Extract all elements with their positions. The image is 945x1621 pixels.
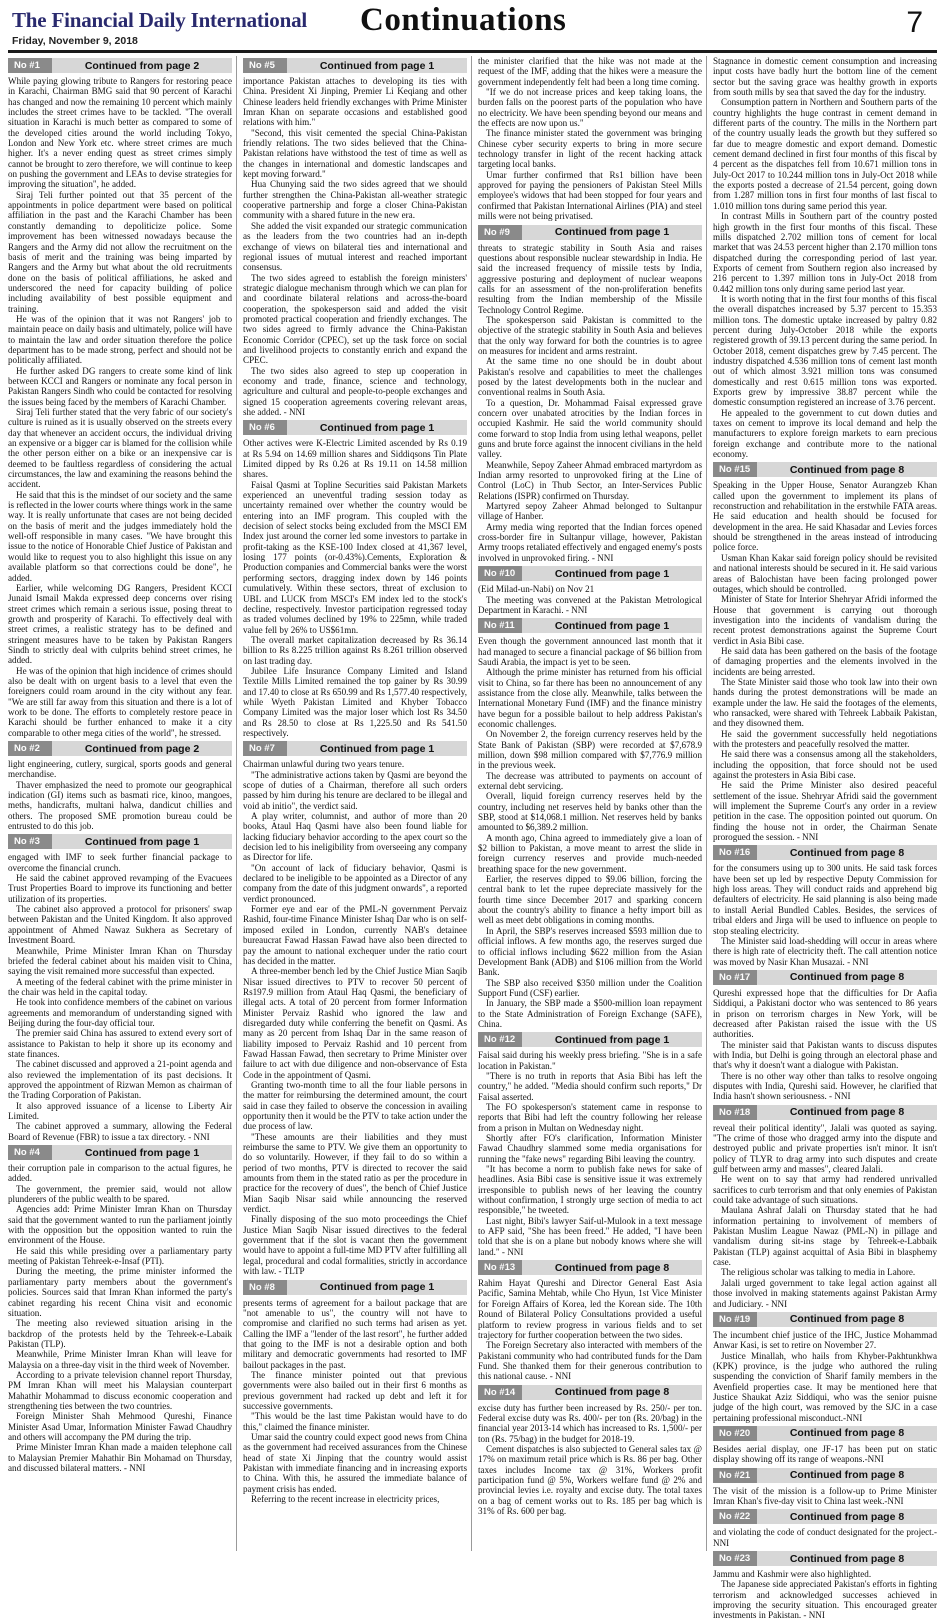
story-paragraph: Siraj Teli further stated that the very fabric of our society's culture is ruined as it is usually observed on the streets every day that whenever an accident occurs, the individual driving an expensive or a bigger car is blamed for the collision while the other person either on a bike or an inexpensive car is deemed to be faultless regardless of considering the actual circumstances, the law and examining the reasons behind the accident. [8, 407, 232, 490]
story-header [713, 1551, 937, 1566]
story-paragraph: The two sides also agreed to step up cooperation in economy and trade, finance, science and technology, agriculture and cultural and people-to-people exchanges and signed 15 cooperation agreements covering relevant areas, she added. - NNI [243, 365, 467, 417]
story-header [713, 970, 937, 985]
story-paragraph: excise duty has further been increased by Rs. 250/- per ton. Federal excise duty was Rs. 400/- per ton (Rs. 20/bag) in the financial year 2013-14 which has increased to Rs. 1,500/- per ton (Rs. 75/bag) in the budget for 2018-19. [478, 1402, 702, 1444]
story-paragraph: Finally disposing of the suo moto proceedings the Chief Justice Mian Saqib Nisar issued directives to the federal government that if the slot is vacant then the government would have to appoint a full-time MD PTV after fulfilling all legal, procedural and codal formalities, strictly in accordance with law. - TLTP [243, 1214, 467, 1277]
story-paragraph: Jubilee Life Insurance Company Limited and Island Textile Mills Limited remained the top gainer by Rs 30.99 and 17.40 to close at Rs 650.99 and Rs 1,577.40 respectively, while Wyeth Pakistan Limited and Khyber Tobacco Company Limited was the major loser which lost Rs 34.50 and Rs 28.50 to close at Rs 1,225.50 and Rs 541.50 respectively. [243, 665, 467, 738]
section-title: Continuations [360, 2, 567, 38]
continued-label: Continued from page 1 [319, 421, 435, 434]
story [478, 1385, 702, 1517]
story-paragraph: Earlier, the reserves dipped to $9.06 billion, forcing the central bank to let the rupee depreciate massively for the fourth time since December 2017 and sparking concern about the country's ability to finance a hefty import bill as well as meet debt obligations in coming months. [478, 874, 702, 926]
story-number: No #10 [478, 566, 522, 581]
story-paragraph: Chairman unlawful during two years tenure. [243, 759, 405, 770]
story [478, 225, 702, 564]
story-paragraph: "These amounts are their liabilities and they must reimburse the same to PTV. We give them an opportunity to do so voluntarily. However, if they fail to do so within a period of two months, PTV is directed to recover the said amounts from them in the stated ratio as per the procedure in practice for the recovery of dues", the bench of Chief Justice Mian Saqib Nisar said while announcing the reserved verdict. [243, 1131, 467, 1215]
story-paragraph: importance Pakistan attaches to developing its ties with China. President Xi Jinping, Premier Li Keqiang and other Chinese leaders held friendly exchanges with Prime Minister Imran Khan on separate occasions and established good relations with him." [243, 76, 467, 128]
story [243, 58, 467, 417]
story-paragraph: He said that this is the mindset of our society and the same is reflected in the lower courts where things work in the same way. It is really unfortunate that cases are not being decided on the basis of merit and the judges immediately hold the well-off responsible in many cases. "We have brought this issue to the notice of Honorable Chief Justice of Pakistan and would like to request you to also highlight this issue on any available platform so that corrections could be done", he added. [8, 489, 232, 583]
story-paragraph: Martyred sepoy Zaheer Ahmad belonged to Sultanpur village of Hanber. [478, 501, 702, 522]
story-paragraph: reveal their political identity", Jalali was quoted as saying. "The crime of those who dragged army into the dispute and destroyed public and private properties isn't minor. It isn't policy of TLYR to drag army into such disputes and create gulf between army and masses", cleared Jalali. [713, 1122, 937, 1175]
story-paragraph: He was of the opinion that high incidence of crimes should also be dealt with on urgent basis to a level that even the foreigners could roam around in the city without any fear. "We are still far away from this situation and there is a lot of work to be done. The efforts to completely restore peace in Karachi should be further enhanced to make it a city comparable to other mega cities of the world", he stressed. [8, 665, 232, 738]
continued-label: Continued from page 1 [554, 1033, 670, 1046]
story-header [478, 566, 702, 581]
story-paragraph: threats to strategic stability in South Asia and raises questions about responsible nuclear stewardship in India. He said the increased frequency of missile tests by India, aggressive posturing and deployment of nuclear weapons calls for an assessment of the non-proliferation benefits resulting from the Indian membership of the Missile Technology Control Regime. [478, 242, 702, 315]
story-number: No #4 [8, 1145, 52, 1160]
continued-label: Continued from page 8 [789, 1510, 905, 1523]
story-paragraph: He further asked DG rangers to create some kind of link between KCCI and Rangers or nominate any focal person in Pakistan Rangers Sindh who could be contacted for resolving the issues being faced by the members of Karachi Chamber. [8, 365, 232, 407]
story-paragraph: Overall, liquid foreign currency reserves held by the country, including net reserves held by banks other than the SBP, stood at $14,068.1 million. Net reserves held by banks amounted to $6,389.2 million. [478, 791, 702, 833]
continued-label: Continued from page 8 [789, 1427, 905, 1440]
story-paragraph: Jammu and Kashmir were also highlighted. [713, 1569, 872, 1579]
story-header [243, 741, 467, 756]
story-number: No #7 [243, 741, 287, 756]
story-paragraph: Former eye and ear of the PML-N government Pervaiz Rashid, four-time Finance Minister Ishaq Dar who is on self-imposed exiled in London, currently NAB's detainee bureaucrat Fawad Hassan Fawad have also been directed to pay the amount to national exchequer under the ratio court has decided in the matter. [243, 904, 467, 966]
story-number: No #15 [713, 462, 757, 477]
story-number: No #21 [713, 1468, 757, 1483]
story-number: No #5 [243, 58, 287, 73]
story-number: No #2 [8, 741, 52, 756]
story-paragraph: Referring to the recent increase in electricity prices, [251, 1494, 440, 1505]
story [713, 970, 937, 1102]
page-number: 7 [906, 6, 923, 39]
story-header [8, 741, 232, 756]
story [478, 618, 702, 1029]
story-paragraph: Consumption pattern in Northern and Southern parts of the country highlights the huge contrast in cement demand in different parts of the country. The mills in the Northern part of the country usually leads the growth but they suffered so far due to meagre domestic and export demand. Domestic cement demand declined in first four months of this fiscal by 4 percent as the dispatches fell from 10.671 million tons in July-Oct 2017 to 10.244 million tons in July-Oct 2018 while the exports posted a decrease of 21.54 percent, going down from 1.287 million tons in first four months of last fiscal to 1.010 million tons during same period this year. [713, 97, 937, 211]
story-paragraph: Siraj Teli further pointed out that 35 percent of the appointments in police department were based on political affiliation in the past and the Karachi Chamber has been constantly demanding to depoliticize police. Some improvement has been witnessed nowadays because the Rangers and the Army did not allow the recruitment on the basis of merit and the training was being imparted by Rangers and the Army but what about the old recruitments done on the basis of political affiliations, he asked and underscored the need for capacity building of police including availability of best possible equipment and training. [8, 189, 232, 314]
continued-label: Continued from page 8 [789, 1313, 905, 1326]
story [713, 1468, 937, 1507]
continued-label: Continued from page 8 [789, 971, 905, 984]
story-paragraph: Umar said the country could expect good news from China as the government had received assurances from the Chinese head of state Xi Jinping that the country would assist Pakistan with immediate financing and in increasing exports to China. With this, he assured the immediate balance of payment crisis has ended. [243, 1431, 467, 1494]
story-header [478, 1032, 702, 1047]
continued-label: Continued from page 2 [84, 742, 200, 755]
story-paragraph: Last night, Bibi's lawyer Saif-ul-Mulook in a text message to AFP said, "She has been freed." He added, "I have been told that she is on a plane but nobody knows where she will land." - NNI [478, 1215, 702, 1257]
story [713, 1312, 937, 1423]
story-number: No #13 [478, 1260, 522, 1275]
columns-container [8, 56, 937, 1621]
story-paragraph: A month ago, China agreed to immediately give a loan of $2 billion to Pakistan, a move meant to arrest the slide in foreign currency reserves and provide much-needed breathing space for the new government. [478, 832, 702, 874]
continued-label: Continued from page 1 [319, 59, 435, 72]
story-paragraph: Faisal Qasmi at Topline Securities said Pakistan Markets experienced an uneventful trading session today as uncertainty remained over whether the country would be entering into an IMF program. This coupled with the decision of select stocks being excluded from the MSCI EM Index just around the corner led some investors to partake in profit-taking as the KSE-100 Index closed at 41,367 level, losing 177 points (or-0.43%).Cements, Exploration & Production companies and Commercial banks were the worst performing sectors, dragging index down by 146 points cumulatively. Within these sectors, threat of exclusion to UBL and LUCK from MSCI's EM index led to the stock's decline, respectively. Investor participation regressed today as traded volumes declined by 19% to 225mn, while traded value fell by 26% to US$61mn. [243, 479, 467, 635]
story-paragraph: Usman Khan Kakar said foreign policy should be revisited and national interests should be secured in it. He said various areas of Balochistan have been facing prolonged power outages, which should be controlled. [713, 552, 937, 594]
story-paragraph: A three-member bench led by the Chief Justice Mian Saqib Nisar issued directives to PTV to recover 50 percent of Rs197.9 million from Ataul Haq Qasmi, the beneficiary of illegal acts. A total of 20 percent from former Information Minister Pervaiz Rashid who ignored the law and disregarded duty while conferring the benefit on Qasmi. As many as 20 percent from Ishaq Dar in the same reason of liability imposed to Pervaiz Rashid and 10 percent from Fawad Hassan Fawad, then secretary to Prime Minister over failure to act with due diligence and non-observance of Esta Code in the appointment of Qasmi. [243, 966, 467, 1080]
story-paragraph: The finance minister stated the government was bringing Chinese cyber security experts to bring in more secure technology transfer in light of the recent hacking attack targeting local banks. [478, 128, 702, 170]
story-header [243, 420, 467, 435]
story-paragraph: The State Minister said those who took law into their own hands during the protest demonstrations will be made an example under the law. He said the footages of the elements, who ransacked, were shared with Tehreek Labbaik Pakistan, and they disowned them. [713, 676, 937, 729]
story-paragraph: Stagnance in domestic cement consumption and increasing input costs have badly hurt the bottom line of the cement sector but the saving grace was healthy growth in exports from south mills by sea that saved the day for the industry. [713, 56, 937, 98]
story-paragraph: Jalali urged government to take legal action against all those involved in making statements against Pakistan Army and Judiciary. - NNI [713, 1277, 937, 1309]
continued-label: Continued from page 8 [789, 1552, 905, 1565]
story-paragraph: "Second, this visit cemented the special China-Pakistan friendly relations. The two sides believed that the China-Pakistan relations have withstood the test of time as well as the changes in international and domestic landscapes and kept moving forward." [243, 127, 467, 180]
story-paragraph: A meeting of the federal cabinet with the prime minister in the chair was held in the capital today. [8, 976, 232, 997]
story-paragraph: He went on to say that army had rendered unrivalled sacrifices to curb terrorism and that only enemies of Pakistan could take advantage of such situations. [713, 1174, 937, 1206]
story-paragraph: A play writer, columnist, and author of more than 20 books, Ataul Haq Qasmi have also been found liable for lacking fiduciary behavior according to the apex court so the decision led to his ineligibility from overseeing any company as Director for life. [243, 811, 467, 863]
story-paragraph: He said the Prime Minister also desired peaceful settlement of the issue. Shehryar Afridi said the government will implement the Supreme Court's any order in a review petition in the case. The opposition pointed out quorum. On finding the house not in order, the Chairman Senate prorogued the session. - NNI [713, 780, 937, 843]
story-paragraph: light engineering, cutlery, surgical, sports goods and general merchandise. [8, 759, 232, 780]
story-paragraph: Maulana Ashraf Jalali on Thursday stated that he had information pertaining to involvement of members of Pakistan Muslim League Nawaz (PML-N) in pillage and vandalism during sit-ins stage by Tehreek-e-Labbaik Pakistan (TLP) against acquittal of Asia Bibi in blasphemy case. [713, 1205, 937, 1268]
story-paragraph: The meeting was convened at the Pakistan Metrological Department in Karachi. - NNI [478, 594, 702, 615]
story-paragraph: The minister said that Pakistan wants to discuss disputes with India, but Delhi is going through an electoral phase and that's why it doesn't want a dialogue with Pakistan. [713, 1039, 937, 1071]
story-header [8, 1145, 232, 1160]
story [243, 1280, 467, 1505]
story-number: No #6 [243, 420, 287, 435]
story-number: No #17 [713, 970, 757, 985]
story-number: No #12 [478, 1032, 522, 1047]
story [713, 56, 937, 459]
masthead [0, 0, 945, 52]
story-paragraph: In contrast Mills in Southern part of the country posted high growth in the first four months of this fiscal. These mills dispatched 2.702 million tons of cement for local market that was 24.53 percent higher than 2.170 million tons dispatched during the corresponding period of last year. Exports of cement from Southern region also increased by 216 percent to 1.397 million tons in July-Oct 2018 from 0.442 million tons only during same period last year. [713, 211, 937, 294]
story-paragraph: The meeting also reviewed situation arising in the backdrop of the protests held by the Tehreek-e-Labaik Pakistan (TLP). [8, 1318, 232, 1349]
story-paragraph: She added the visit expanded our strategic communication as the leaders from the two countries had an in-depth exchange of views on bilateral ties and international and regional issues of mutual interest and reached important consensus. [243, 220, 467, 273]
story-paragraph: Faisal said during his weekly press briefing. "She is in a safe location in Pakistan." [478, 1050, 702, 1071]
story-paragraph: Rahim Hayat Qureshi and Director General East Asia Pacific, Samina Mehtab, while Cho Hyun, 1st Vice Minister for Foreign Affairs of Korea, led the Korean side. The 10th Round of Bilateral Policy Consultations provided a useful platform to review progress in various fields and to set trajectory for further cooperation between the two sides. [478, 1278, 702, 1340]
story-paragraph: and violating the code of conduct designated for the project.-NNI [713, 1527, 937, 1548]
story-paragraph: It also approved issuance of a license to Liberty Air Limited. [8, 1100, 232, 1121]
story-header [478, 225, 702, 240]
story-paragraph: The overall market capitalization decreased by Rs 36.14 billion to Rs 8.225 trillion against Rs 8.261 trillion observed on last trading day. [243, 634, 467, 666]
story-number: No #14 [478, 1385, 522, 1400]
story-header [713, 1312, 937, 1327]
continued-label: Continued from page 1 [554, 567, 670, 580]
story-paragraph: The two sides agreed to establish the foreign ministers' strategic dialogue mechanism through which we can plan for and coordinate bilateral relations and across-the-board cooperation, the spokesperson said and added the visit promoted practical cooperation and friendly exchanges. The two sides agreed to firmly advance the China-Pakistan Economic Corridor (CPEC), set up the task force on social and livelihood projects to constantly enrich and expand the CPEC. [243, 272, 467, 366]
story-paragraph: In January, the SBP made a $500-million loan repayment to the State Administration of Foreign Exchange (SAFE), China. [478, 998, 702, 1029]
story-paragraph: Foreign Minister Shah Mehmood Qureshi, Finance Minister Asad Umar, Information Minister Fawad Chaudhry and others will accompany the PM during the trip. [8, 1411, 232, 1442]
story [478, 1032, 702, 1257]
story-paragraph: During the meeting, the prime minister informed the parliamentary party members about the government's policies. Sources said that Imran Khan informed the party's cabinet regarding his recent China visit and economic situation. [8, 1266, 232, 1318]
continued-label: Continued from page 1 [319, 742, 435, 755]
story-paragraph: Other actives were K-Electric Limited ascended by Rs 0.19 at Rs 5.94 on 14.69 million shares and Siddiqsons Tin Plate Limited dipped by Rs 0.26 at Rs 19.11 on 14.58 million shares. [243, 438, 467, 480]
story-paragraph: According to a private television channel report Thursday, PM Imran Khan will meet his Malaysian counterpart Mahathir Mohammad to discuss economic cooperation and strengthening ties between the two countries. [8, 1369, 232, 1411]
column-3 [478, 56, 707, 1551]
story-header [478, 618, 702, 633]
story-paragraph: "If we do not increase prices and keep taking loans, the burden falls on the poorest parts of the population who have no electricity. We have been spending beyond our means and the effects are now upon us." [478, 87, 702, 129]
story [713, 462, 937, 842]
story [478, 56, 702, 222]
story-paragraph: The cabinet approved a summary, allowing the Federal Board of Revenue (FBR) to issue a tax directory. - NNI [8, 1121, 232, 1142]
story-paragraph: Qureshi expressed hope that the difficulties for Dr Aafia Siddiqui, a Pakistani doctor who was sentenced to 86 years in prison on terrorism charges in New York, will be decreased after Pakistan raised the issue with the US authorities. [713, 987, 937, 1040]
story-paragraph: At the same time no one should be in doubt about Pakistan's resolve and capabilities to meet the challenges posed by the latest developments both in the nuclear and conventional realms in South Asia. [478, 356, 702, 398]
story-paragraph: He said the government successfully held negotiations with the protesters and peacefully resolved the matter. [713, 728, 937, 749]
story-paragraph: The visit of the mission is a follow-up to Prime Minister Imran Khan's five-day visit to China last week.-NNI [713, 1485, 937, 1506]
story-paragraph: It is worth noting that in the first four months of this fiscal the overall dispatches increased by 5.37 percent to 15.353 million tons. The domestic uptake increased by paltry 0.82 percent during July-October 2018 while the exports registered growth of 39.13 percent during the same period. In October 2018, cement dispatches grew by 7.45 percent. The industry dispatched 4.536 million tons of cement last month out of which almost 3.921 million tons was consumed domestically and rest 0.615 million tons was exported. Exports grew by impressive 38.87 percent while the domestic consumption registered an increase of 3.76 percent. [713, 293, 937, 408]
story-header [713, 1509, 937, 1524]
story-paragraph: The spokesperson said Pakistan is committed to the objective of the strategic stability in South Asia and believes that the only way forward for both the countries is to agree on measures for incident and arms restraint. [478, 314, 702, 356]
column-4 [713, 56, 937, 1621]
story [713, 1426, 937, 1465]
story-paragraph: The premier said China has assured to extend every sort of assistance to Pakistan to help it shore up its economy and state finances. [8, 1028, 232, 1059]
story [8, 834, 232, 1142]
story-paragraph: Shortly after FO's clarification, Information Minister Fawad Chaudhry slammed some media organisations for running the "fake news" regarding Bibi leaving the country. [478, 1133, 702, 1164]
story-paragraph: Meanwhile, Prime Minister Imran Khan on Thursday briefed the federal cabinet about his maiden visit to China, saying the visit remained more successful than expected. [8, 945, 232, 977]
story-paragraph: the minister clarified that the hike was not made at the request of the IMF, adding that the hikes were a measure the government independently felt had been a long time coming. [478, 56, 702, 87]
story-paragraph: He appealed to the government to cut down duties and taxes on cement to improve its local demand and help the manufacturers to explore foreign markets to earn precious foreign exchange and contribute more to the national economy. [713, 407, 937, 460]
story-paragraph: The incumbent chief justice of the IHC, Justice Mohammad Anwar Kasi, is set to retire on November 27. [713, 1329, 937, 1351]
story-paragraph: Justice Minallah, who hails from Khyber-Pakhtunkhwa (KPK) province, is the judge who authored the ruling suspending the conviction of Sharif family members in the Avenfield properties case. It may be mentioned here that Justice Shaukat Aziz Siddiqui, who was the senior puisne judge of the high court, was removed by the SJC in a case pertaining professional misconduct.-NNI [713, 1350, 937, 1423]
story-paragraph: The cabinet also approved a protocol for prisoners' swap between Pakistan and the United Kingdom. It also approved appointment of Ahmed Nawaz Sukhera as Secretary of Investment Board. [8, 904, 232, 946]
story [8, 1145, 232, 1473]
story-paragraph: (Eid Milad-un-Nabi) on Nov 21 [478, 584, 595, 595]
continued-label: Continued from page 8 [554, 1386, 670, 1399]
story-paragraph: "The administrative actions taken by Qasmi are beyond the scope of duties of a Chairman, therefore all such orders passed by him during his tenure are declared to be illegal and void ab initio", the verdict said. [243, 769, 467, 811]
story-number: No #18 [713, 1105, 757, 1120]
story-header [478, 1385, 702, 1400]
story-paragraph: "On account of lack of fiduciary behavior, Qasmi is declared to be ineligible to be appointed as a Director of any company from the date of this judgment onwards", a reported verdict pronounced. [243, 862, 467, 904]
story-paragraph: Even though the government announced last month that it had managed to secure a financial package of $6 billion from Saudi Arabia, the impact is yet to be seen. [478, 636, 702, 667]
continued-label: Continued from page 1 [554, 619, 670, 632]
story-paragraph: Besides aerial display, one JF-17 has been put on static display showing off its range of weapons.-NNI [713, 1443, 937, 1465]
story-paragraph: He said there was a consensus among all the stakeholders, including the opposition, that force should not be used against the protesters in Asia Bibi case. [713, 749, 937, 781]
story-header [478, 1260, 702, 1275]
story-paragraph: There is no other way other than talks to resolve ongoing disputes with India, Qureshi said. However, he clarified that India hasn't shown seriousness. - NNI [713, 1070, 937, 1102]
story-paragraph: Cement dispatches is also subjected to General sales tax @ 17% on maximum retail price which is Rs. 86 per bag. Other taxes includes Income tax @ 31%, Workers profit participation fund @ 5%, Workers welfare fund @ 2% and provincial levies i.e. royalty and excise duty. The total taxes on a bag of cement works out to Rs. 185 per bag which is 31% of Rs. 600 per bag. [478, 1443, 702, 1516]
story-number: No #16 [713, 845, 757, 860]
story-paragraph: for the consumers using up to 300 units. He said task forces have been set up led by respective Deputy Commission for high loss areas. They will conduct raids and apprehend big defaulters of electricity. He said planning is also being made to install Aerial Bundled Cables. Besides, the services of tribal elders and Jirga will be used to influence on people to stop stealing electricity. [713, 863, 937, 936]
continued-label: Continued from page 1 [554, 226, 670, 238]
story-paragraph: He took into confidence members of the cabinet on various agreements and memorandum of understanding signed with Beijing during the four-day official tour. [8, 997, 232, 1028]
story-paragraph: "This would be the last time Pakistan would have to do this," claimed the finance minister. [243, 1411, 467, 1432]
story-header [8, 58, 232, 73]
story-paragraph: The Minister said load-shedding will occur in areas where there is high rate of electricity theft. The call attention notice was moved by Nasir Khan Musazai. - NNI [713, 935, 937, 967]
story [713, 1509, 937, 1548]
story-paragraph: Agencies add: Prime Minister Imran Khan on Thursday said that the government wanted to run the parliament jointly with the opposition but the opposition wanted to ruin the environment of the House. [8, 1204, 232, 1246]
story-number: No #9 [478, 225, 522, 240]
story-header [713, 1105, 937, 1120]
story-header [243, 1280, 467, 1295]
story-header [713, 845, 937, 860]
newspaper-name: The Financial Daily International [12, 8, 308, 32]
story-paragraph: Minister of State for Interior Shehryar Afridi informed the House that government is carrying out thorough investigation into the incidents of vandalism during the recent protest demonstrations against the Supreme Court verdict in Asia Bibi case. [713, 594, 937, 646]
story-header [8, 834, 232, 849]
story-paragraph: To a question, Dr. Mohammad Faisal expressed grave concern over unabated atrocities by the Indian forces in occupied Kashmir. He said the world community should come forward to stop India from using lethal weapons, pellet guns and brute force against the innocent civilians in the held valley. [478, 397, 702, 460]
continued-label: Continued from page 1 [84, 835, 200, 848]
story-paragraph: The government, the premier said, would not allow plunderers of the public wealth to be spared. [8, 1183, 232, 1205]
continued-label: Continued from page 1 [319, 1281, 435, 1293]
story [713, 845, 937, 966]
story [243, 420, 467, 738]
story-number: No #20 [713, 1426, 757, 1441]
continued-label: Continued from page 8 [789, 463, 905, 476]
story-paragraph: While paying glowing tribute to Rangers for restoring peace in Karachi, Chairman BMG said that 90 percent of Karachi has changed and now the remaining 10 percent which mainly includes the street crimes have to be tackled. "The overall situation in Karachi is much better as compared to some of the developed cities around the world including Tokyo, London and New York etc. where street crimes are much higher. It's a never ending quest as street crimes simply cannot be brought to zero therefore, we will continue to keep on pushing the government and LEAs to devise strategies for improving the situation", he added. [8, 76, 232, 190]
story [713, 1105, 937, 1309]
story-paragraph: Granting two-month time to all the four liable persons in the matter for reimbursing the determined amount, the court said in case they failed to observe the concession in availing opportunity then it would be the PTV to take action under the due process of law. [243, 1079, 467, 1132]
story-paragraph: On November 2, the foreign currency reserves held by the State Bank of Pakistan (SBP) were recorded at $7,678.9 million, down $98 million compared with $7,776.9 million in the previous week. [478, 729, 702, 771]
story-number: No #19 [713, 1312, 757, 1327]
story [478, 1260, 702, 1381]
story-paragraph: The finance minister pointed out that previous governments were also bailed out in their first 6 months as previous government had racked up debt and left it for successive governments. [243, 1369, 467, 1411]
story-paragraph: Earlier, while welcoming DG Rangers, President KCCI Junaid Ismail Makda expressed deep concerns over rising street crimes which remain a serious issue, posing threat to growth and prosperity of Karachi. To effectively deal with street crimes, a realistic strategy has to be defined and stringent measures have to be taken by Pakistan Rangers Sindh to strictly deal with culprits behind street crimes, he added. [8, 582, 232, 666]
continued-label: Continued from page 2 [84, 59, 200, 72]
story-header [713, 1426, 937, 1441]
story-paragraph: He said data has been gathered on the basis of the footage of damaging properties and the elements involved in the incidents are being arrested. [713, 645, 937, 677]
story-header [713, 1468, 937, 1483]
story-paragraph: Prime Minister Imran Khan made a maiden telephone call to Malaysian Premier Mahathir Bin Mohamad on Thursday, and discussed bilateral matters. - NNI [8, 1442, 232, 1473]
story-paragraph: He said the cabinet approved revamping of the Evacuees Trust Properties Board to improve its functioning and better utilization of its properties. [8, 873, 232, 904]
masthead-rule [8, 50, 937, 53]
story [8, 58, 232, 738]
story-paragraph: "It has become a norm to publish fake news for sake of headlines. Asia Bibi case is sensitive issue it was extremely irresponsible to publish news of her leaving the country without confirmation, I strongly urge section of media to act responsible," he tweeted. [478, 1164, 702, 1216]
story-number: No #11 [478, 618, 522, 633]
story-paragraph: The FO spokesperson's statement came in response to reports that Bibi had left the country following her release from a prison in Multan on Wednesday night. [478, 1101, 702, 1133]
story-paragraph: Meanwhile, Prime Minister Imran Khan will leave for Malaysia on a three-day visit in the third week of November. [8, 1349, 232, 1370]
story-number: No #1 [8, 58, 52, 73]
story-number: No #23 [713, 1551, 757, 1566]
story-paragraph: The SBP also received $350 million under the Coalition Support Fund (CSF) earlier. [478, 977, 702, 998]
story-header [713, 462, 937, 477]
story [243, 741, 467, 1276]
story-header [243, 58, 467, 73]
column-1 [8, 56, 237, 1551]
story [713, 1551, 937, 1621]
story-paragraph: The decrease was attributed to payments on account of external debt servicing. [478, 770, 702, 791]
story-paragraph: Hua Chunying said the two sides agreed that we should further strengthen the China-Pakistan all-weather strategic cooperative partnership and forge a closer China-Pakistan community with a shared future in the new era. [243, 179, 467, 221]
story-paragraph: Thaver emphasized the need to promote our geographical indication (GI) items such as basmati rice, kinoo, mangoes, meths, handicrafts, multani halwa, dandicut chillies and others. The proposed SME promotion bureau could be entrusted to do this job. [8, 779, 232, 832]
story-paragraph: He said this while presiding over a parliamentary party meeting of Pakistan Tehreek-e-Insaf (PTI). [8, 1245, 232, 1267]
continued-label: Continued from page 8 [789, 1106, 905, 1119]
story-paragraph: Umar further confirmed that Rs1 billion have been approved for paying the pensioners of Pakistan Steel Mills employee's widows that had been stopped for four years and confirmed that Pakistan International Airlines (PIA) and steel mills were not being privatised. [478, 169, 702, 222]
story-paragraph: In April, the SBP's reserves increased $593 million due to official inflows. A few months ago, the reserves surged due to official inflows including $622 million from the Asian Development Bank (ADB) and $106 million from the World Bank. [478, 925, 702, 978]
story-paragraph: Meanwhile, Sepoy Zaheer Ahmad embraced martyrdom as Indian army resorted to unprovoked firing at the Line of Control (LoC) in Thub Sector, an Inter-Services Public Relations (ISPR) confirmed on Thursday. [478, 459, 702, 501]
story-paragraph: Army media wing reported that the Indian forces opened cross-border fire in Sultanpur village, however, Pakistan Army troops retaliated effectively and engaged enemy's posts involved in unprovoked firing. - NNI [478, 521, 702, 563]
story-paragraph: The religious scholar was talking to media in Lahore. [721, 1267, 916, 1278]
story-paragraph: their corruption pale in comparison to the actual figures, he added. [8, 1163, 232, 1184]
continued-label: Continued from page 8 [789, 1469, 905, 1482]
continued-label: Continued from page 1 [84, 1146, 200, 1159]
continued-label: Continued from page 8 [554, 1261, 670, 1274]
story-paragraph: Speaking in the Upper House, Senator Aurangzeb Khan called upon the government to implement its plans of reconstruction and rehabilitation in the erstwhile FATA areas. He said education and health should be focused for development in the area. He said Khasadar and Levies forces should be strengthened in the areas instead of introducing police force. [713, 480, 937, 553]
story-number: No #8 [243, 1280, 287, 1295]
continued-label: Continued from page 8 [789, 846, 905, 859]
story-paragraph: "There is no truth in reports that Asia Bibi has left the country," he added. "Media should confirm such reports," Dr Faisal asserted. [478, 1070, 702, 1102]
story-paragraph: The Japanese side appreciated Pakistan's efforts in fighting terrorism and acknowledged successes achieved in improving the security situation. This encouraged greater investments in Pakistan. - NNI [713, 1579, 937, 1621]
story-paragraph: Although the prime minister has returned from his official visit to China, so far there has been no announcement of any assistance from the close ally. Meanwhile, talks between the International Monetary Fund (IMF) and the finance ministry have begun for a possible bailout to help address Pakistan's economic challenges. [478, 667, 702, 729]
column-2 [243, 56, 472, 1551]
story-paragraph: presents terms of agreement for a bailout package that are "not amenable to us", the country will not have to compromise and clarified no such terms had arisen as yet. Calling the IMF a "lender of the last resort", he further added that going to the IMF is not a desirable option and both military and democratic governments had resorted to IMF bailout packages in the past. [243, 1297, 467, 1370]
issue-date: Friday, November 9, 2018 [12, 35, 138, 47]
story [478, 566, 702, 615]
story-paragraph: He was of the opinion that it was not Rangers' job to maintain peace on daily basis and ultimately, police will have to maintain the law and order situation therefore the police department has to be made strong, perfect and should not be politically affiliated. [8, 313, 232, 366]
story-paragraph: The Foreign Secretary also interacted with members of the Pakistani community who had contributed funds for the Dam Fund. She thanked them for their generous contribution to this national cause. - NNI [478, 1340, 702, 1382]
story-number: No #3 [8, 834, 52, 849]
story-paragraph: engaged with IMF to seek further financial package to overcome the financial crunch. [8, 852, 232, 873]
story-number: No #22 [713, 1509, 757, 1524]
story-paragraph: The cabinet discussed and approved a 21-point agenda and also reviewed the implementation of its past decisions. It approved the appointment of Rizwan Memon as chairman of the Trading Corporation of Pakistan. [8, 1059, 232, 1101]
story [8, 741, 232, 831]
